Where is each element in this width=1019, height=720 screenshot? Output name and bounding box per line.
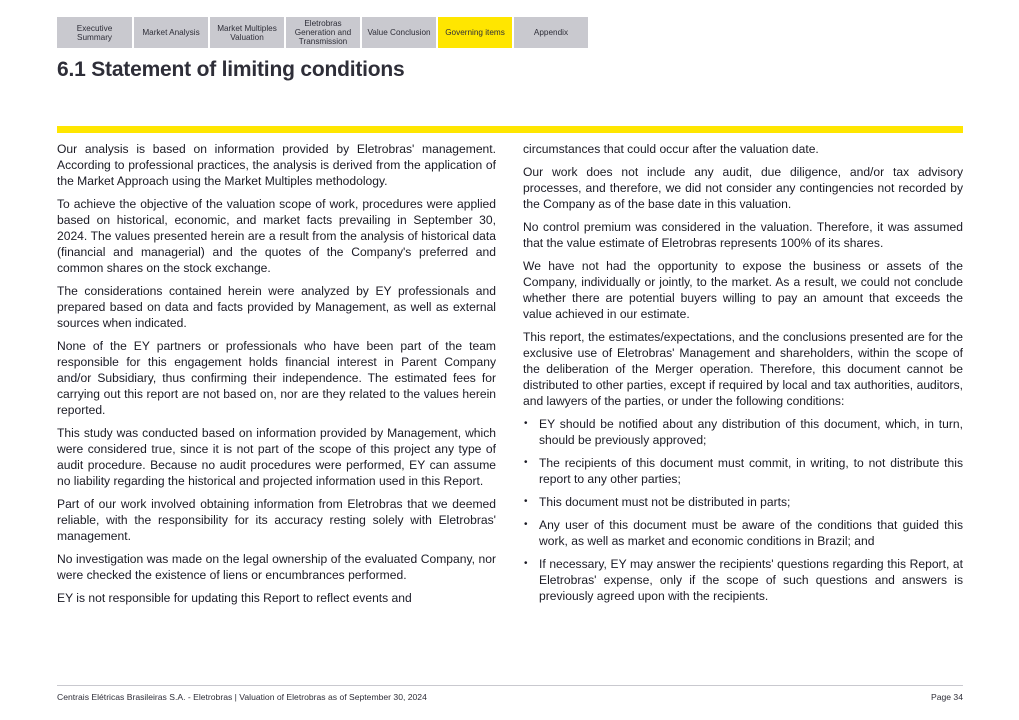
footer-document-title: Centrais Elétricas Brasileiras S.A. - Eletrobras | Valuation of Eletrobras as of September 30, 2024 bbox=[57, 692, 427, 702]
bullet-icon: • bbox=[524, 558, 528, 569]
paragraph: EY is not responsible for updating this Report to reflect events and bbox=[57, 591, 412, 605]
tab-eletrobras-generation-transmission[interactable]: Eletrobras Generation and Transmission bbox=[286, 17, 360, 48]
paragraph: No control premium was considered in the valuation. Therefore, it was assumed that the value estimate of Eletrobras represents 100% of its shares. bbox=[523, 220, 963, 250]
tab-executive-summary[interactable]: Executive Summary bbox=[57, 17, 132, 48]
tab-market-multiples-valuation[interactable]: Market Multiples Valuation bbox=[210, 17, 284, 48]
left-column bbox=[57, 141, 496, 613]
bullet-icon: • bbox=[524, 519, 528, 530]
list-item-text: EY should be notified about any distribution of this document, which, in turn, should be previously approved; bbox=[539, 417, 963, 447]
right-column bbox=[523, 141, 963, 611]
section-nav-tabs bbox=[57, 17, 588, 48]
paragraph: Part of our work involved obtaining information from Eletrobras that we deemed reliable, with the responsibility for its accuracy resting solely with Eletrobras' management. bbox=[57, 497, 496, 543]
conditions-list bbox=[523, 416, 963, 604]
paragraph: Our analysis is based on information provided by Eletrobras' management. According to professional practices, the analysis is derived from the application of the Market Approach using the Market Multiples methodology. bbox=[57, 142, 496, 188]
list-item bbox=[523, 556, 963, 604]
paragraph: Our work does not include any audit, due diligence, and/or tax advisory processes, and therefore, we did not consider any contingencies not recorded by the Company as of the base date in this valuation. bbox=[523, 165, 963, 211]
bullet-icon: • bbox=[524, 496, 528, 507]
list-item-text: If necessary, EY may answer the recipients' questions regarding this Report, at Eletrobras' expense, only if the scope of such questions and answers is previously agreed upon with the recipients. bbox=[539, 557, 963, 603]
list-item bbox=[523, 494, 963, 510]
paragraph: We have not had the opportunity to expose the business or assets of the Company, individually or jointly, to the market. As a result, we could not conclude whether there are potential buyers willing to pay an amount that exceeds the value achieved in our estimate. bbox=[523, 259, 963, 321]
list-item-text: Any user of this document must be aware of the conditions that guided this work, as well as market and economic conditions in Brazil; and bbox=[539, 518, 963, 548]
paragraph: This report, the estimates/expectations, and the conclusions presented are for the exclusive use of Eletrobras' Management and shareholders, within the scope of the deliberation of the Merger operation. Therefore, this document cannot be distributed to other parties, except if required by local and tax authorities, auditors, and lawyers of the parties, or under the following conditions: bbox=[523, 330, 963, 408]
bullet-icon: • bbox=[524, 418, 528, 429]
list-item bbox=[523, 416, 963, 448]
paragraph: None of the EY partners or professionals who have been part of the team responsible for this engagement holds financial interest in Parent Company and/or Subsidiary, thus confirming their independence. The estimated fees for carrying out this report are not based on, nor are they related to the values herein reported. bbox=[57, 339, 496, 417]
bullet-icon: • bbox=[524, 457, 528, 468]
list-item bbox=[523, 455, 963, 487]
tab-value-conclusion[interactable]: Value Conclusion bbox=[362, 17, 436, 48]
tab-appendix[interactable]: Appendix bbox=[514, 17, 588, 48]
paragraph: circumstances that could occur after the valuation date. bbox=[523, 142, 819, 156]
paragraph: To achieve the objective of the valuation scope of work, procedures were applied based on historical, economic, and market facts prevailing in September 30, 2024. The values presented herein are a result from the analysis of historical data (financial and managerial) and the quotes of the Company's preferred and common shares on the stock exchange. bbox=[57, 197, 496, 275]
tab-governing-items[interactable]: Governing items bbox=[438, 17, 512, 48]
list-item bbox=[523, 517, 963, 549]
list-item-text: This document must not be distributed in parts; bbox=[539, 495, 791, 509]
paragraph: The considerations contained herein were analyzed by EY professionals and prepared based on data and facts provided by Management, as well as external sources when indicated. bbox=[57, 284, 496, 330]
footer-divider bbox=[57, 685, 963, 686]
paragraph: No investigation was made on the legal ownership of the evaluated Company, nor were checked the existence of liens or encumbrances performed. bbox=[57, 552, 496, 582]
tab-market-analysis[interactable]: Market Analysis bbox=[134, 17, 208, 48]
page-title: 6.1 Statement of limiting conditions bbox=[57, 58, 405, 81]
page-number: Page 34 bbox=[930, 692, 963, 702]
paragraph: This study was conducted based on information provided by Management, which were considered true, since it is not part of the scope of this project any type of audit procedure. Because no audit procedures were performed, EY can assume no liability regarding the historical and projected information used in this Report. bbox=[57, 426, 496, 488]
accent-divider bbox=[57, 126, 963, 133]
list-item-text: The recipients of this document must commit, in writing, to not distribute this report to any other parties; bbox=[539, 456, 963, 486]
